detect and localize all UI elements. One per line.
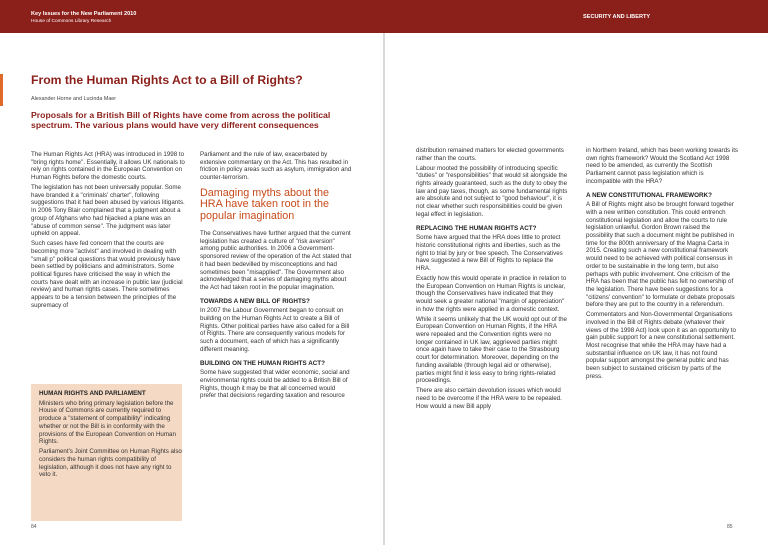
paragraph: Parliament and the rule of law, exacerbated by extensive commentary on the Act. This has resulted in friction in policy areas such as asylum, immigration and counter-terrorism. [200, 151, 352, 182]
page-number-right: 85 [727, 524, 733, 530]
paragraph: Exactly how this would operate in practice in relation to the European Convention on Human Rights is unclear, though the Conservatives have indicated that they would seek a greater national "margin of appreciation" in how the rights were applied in a domestic context. [416, 274, 567, 313]
paragraph: The Conservatives have further argued that the current legislation has created a culture of "risk aversion" among public authorities. In 2006 a Government-sponsored review of the operation of the Act stated that it had been bedevilled by misconceptions and had sometimes been "misapplied". The Government also acknowledged that a series of damaging myths about the Act had taken root in the popular imagination. [200, 230, 352, 291]
box-paragraph: Parliament's Joint Committee on Human Rights also considers the human rights compatibility of legislation, although it does not have any right to veto it. [39, 448, 182, 479]
box-heading: HUMAN RIGHTS AND PARLIAMENT [39, 390, 146, 397]
publication-title: Key Issues for the New Parliament 2010 [31, 11, 137, 17]
section-heading: BUILDING ON THE HUMAN RIGHTS ACT? [200, 359, 325, 367]
paragraph: in Northern Ireland, which has been working towards its own rights framework? Would the Scotland Act 1998 need to be amended, as currently the Scottish Parliament cannot pass legislation which is incompatible with the HRA? [586, 147, 739, 185]
column-4 [586, 147, 738, 383]
page-number-left: 84 [31, 524, 37, 530]
paragraph: distribution remained matters for elected governments rather than the courts. [416, 147, 564, 162]
paragraph: There are also certain devolution issues which would need to be overcome if the HRA were to be repealed. How would a new Bill apply [416, 387, 562, 410]
paragraph: Labour mooted the possibility of introducing specific "duties" or "responsibilities" that would sit alongside the rights already guaranteed, such as the duty to obey the law and pay taxes, though, as some fundamental rights are absolute and not subject to "good behaviour", it is not clear whether such responsibilities could be given legal effect in legislation. [416, 164, 568, 218]
article-standfirst: Proposals for a British Bill of Rights have come from across the political spectrum. The various plans would have very different consequences [31, 110, 331, 131]
paragraph: Commentators and Non-Governmental Organisations involved in the Bill of Rights debate (whatever their views of the 1998 Act) look upon it as an opportunity to gain public support for a new constitutional settlement. Most recognise that while the HRA may have had a substantial influence on UK law, it has not found popular support amongst the general public and has been subject to sustained criticism by parts of the press. [586, 311, 736, 380]
paragraph: The legislation has not been universally popular. Some have branded it a "criminals' charter", following suggestions that it had been abused by various litigants. In 2006 Tony Blair complained that a judgment about a group of Afghans who had hijacked a plane was an "abuse of common sense". The judgment was later upheld on appeal. [31, 184, 185, 238]
paragraph: Some have argued that the HRA does little to protect historic constitutional rights and liberties, such as the right to trial by jury or free speech. The Conservatives have suggested a new Bill of Rights to replace the HRA. [416, 234, 563, 273]
title-accent-bar [0, 74, 3, 106]
section-heading: REPLACING THE HUMAN RIGHTS ACT? [416, 224, 537, 232]
paragraph: While it seems unlikely that the UK would opt out of the European Convention on Human Rights, if the HRA were repealed and the Convention rights were no longer contained in UK law, aggrieved parties might once again have to take their case to the Strasbourg court for determination. Moreover, depending on the funding available (through legal aid or otherwise), parties might find it less easy to bring rights-related proceedings. [416, 315, 567, 385]
pull-quote: Damaging myths about the HRA have taken root in the popular imagination [200, 186, 330, 222]
paragraph: A Bill of Rights might also be brought forward together with a new written constitution. This could entrench constitutional legislation and allow the courts to rule legislation unlawful. Gordon Brown raised the possibility that such a document might be published in time for the 800th anniversary of the Magna Carta in 2015. Creating such a new constitutional framework would need to be achieved with political consensus in order to be sustainable in the long term, but also perhaps with public involvement. One criticism of the HRA has been that the public has felt no ownership of the legislation. There have been suggestions for a "citizens' convention" to formulate or debate proposals before they are put to the country in a referendum. [586, 201, 735, 309]
article-authors: Alexander Horne and Lucinda Maer [31, 96, 117, 102]
section-heading: A NEW CONSTITUTIONAL FRAMEWORK? [586, 191, 712, 199]
section-heading: TOWARDS A NEW BILL OF RIGHTS? [200, 297, 310, 305]
column-2 [200, 151, 353, 402]
article-title: From the Human Rights Act to a Bill of Rights? [31, 73, 303, 87]
column-1 [31, 151, 185, 312]
paragraph: Some have suggested that wider economic, social and environmental rights could be added to a British Bill of Rights, though it may be that all concerned would prefer that decisions regarding taxation and resource [200, 369, 350, 400]
paragraph: Such cases have fed concern that the courts are becoming more "activist" and involved in dealing with "small p" political questions that would previously have been settled by politicians and administrators. Some political figures have criticised the way in which the courts have dealt with an increase in public law (judicial review) and human rights cases. There sometimes appears to be a tension between the principles of the supremacy of [31, 240, 183, 309]
box-paragraph: Ministers who bring primary legislation before the House of Commons are currently required to produce a "statement of compatibility" indicating whether or not the Bill is in conformity with the provisions of the European Convention on Human Rights. [39, 399, 176, 446]
column-3 [416, 147, 569, 412]
section-title: SECURITY AND LIBERTY [583, 14, 651, 20]
paragraph: The Human Rights Act (HRA) was introduced in 1998 to "bring rights home". Essentially, it allows UK nationals to rely on rights contained in the European Convention on Human Rights before the domestic courts. [31, 151, 185, 182]
page-header [0, 0, 768, 33]
paragraph: In 2007 the Labour Government began to consult on building on the Human Rights Act to create a Bill of Rights. Other political parties have also called for a Bill of Rights. There are consequently various models for such a document, each of which has a significantly different meaning. [200, 307, 350, 353]
publication-subtitle: House of Commons Library Research [31, 19, 112, 24]
page-gutter [383, 33, 385, 545]
sidebar-box [31, 384, 182, 521]
